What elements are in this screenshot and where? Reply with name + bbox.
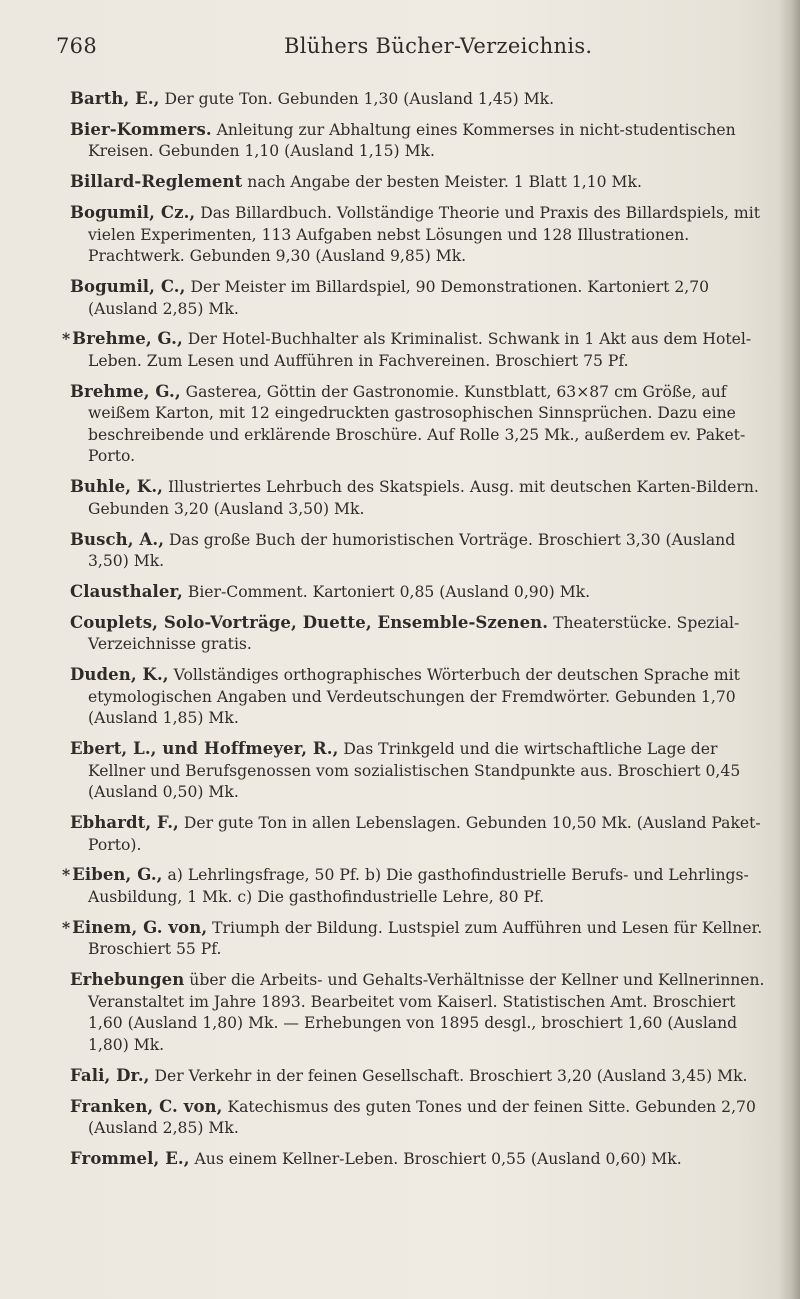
entry-description: Der gute Ton in allen Lebenslagen. Gebunden 10,50 Mk. (Ausland Paket-Porto). <box>88 814 761 854</box>
entry-heading: Einem, G. von, <box>72 917 208 937</box>
catalog-entry <box>70 529 770 573</box>
catalog-entry <box>70 1096 770 1140</box>
entry-description: Das Trinkgeld und die wirtschaftliche Lage der Kellner und Berufsgenossen vom sozialistischen Standpunkte aus. Broschiert 0,45 (Ausland 0,50) Mk. <box>88 740 741 802</box>
entry-description: Das Billardbuch. Vollständige Theorie und Praxis des Billardspiels, mit vielen Experimenten, 113 Aufgaben nebst Lösungen und 128 Illustrationen. Prachtwerk. Gebunden 9,30 (Ausland 9,85) Mk. <box>88 203 760 266</box>
catalog-entry <box>70 476 770 520</box>
entry-description: Vollständiges orthographisches Wörterbuch der deutschen Sprache mit etymologischen Angaben und Verdeutschungen der Fremdwörter. Gebunden 1,70 (Ausland 1,85) Mk. <box>88 666 740 728</box>
entry-description: Bier-Comment. Kartoniert 0,85 (Ausland 0,90) Mk. <box>187 582 591 601</box>
catalog-entry <box>70 664 770 730</box>
entry-description: Der Verkehr in der feinen Gesellschaft. Broschiert 3,20 (Ausland 3,45) Mk. <box>154 1066 748 1085</box>
entry-heading: Franken, C. von, <box>70 1096 223 1116</box>
entry-star-marker: * <box>62 329 71 349</box>
entry-heading: Buhle, K., <box>70 477 164 497</box>
entry-heading: Bogumil, C., <box>70 276 186 296</box>
catalog-entry <box>70 1148 770 1171</box>
catalog-entry <box>70 738 770 804</box>
entry-heading: Clausthaler, <box>70 581 183 601</box>
entry-heading: Ebhardt, F., <box>70 813 179 833</box>
page-header <box>56 34 756 64</box>
entry-description: Aus einem Kellner-Leben. Broschiert 0,55 (Ausland 0,60) Mk. <box>194 1149 682 1168</box>
entry-heading: Brehme, G., <box>70 381 181 401</box>
entry-heading: Barth, E., <box>70 89 160 108</box>
entry-star-marker: * <box>62 865 71 885</box>
entry-heading: Bier-Kommers. <box>70 119 212 139</box>
page-number: 768 <box>56 34 97 58</box>
catalog-entry <box>70 276 770 320</box>
catalog-entry <box>70 581 770 604</box>
entry-heading: Billard-Reglement <box>70 172 243 192</box>
catalog-entry <box>62 328 770 372</box>
entry-heading: Brehme, G., <box>72 329 183 349</box>
entry-description: Anleitung zur Abhaltung eines Kommerses in nicht-studentischen Kreisen. Gebunden 1,10 (Ausland 1,15) Mk. <box>88 120 736 161</box>
entry-heading: Bogumil, Cz., <box>70 202 196 222</box>
entry-heading: Duden, K., <box>70 665 169 685</box>
entry-description: nach Angabe der besten Meister. 1 Blatt 1,10 Mk. <box>247 173 642 192</box>
catalog-entry <box>70 969 770 1056</box>
entry-description: Das große Buch der humoristischen Vorträge. Broschiert 3,30 (Ausland 3,50) Mk. <box>88 530 736 571</box>
entry-heading: Fali, Dr., <box>70 1065 150 1085</box>
entry-description: Der Meister im Billardspiel, 90 Demonstrationen. Kartoniert 2,70 (Ausland 2,85) Mk. <box>88 277 710 318</box>
entry-description: über die Arbeits- und Gehalts-Verhältnisse der Kellner und Kellnerinnen. Veranstaltet im Jahre 1893. Bearbeitet vom Kaiserl. Statistischen Amt. Broschiert 1,60 (Ausland 1,80) Mk. — Erhebungen von 1895 desgl., broschiert 1,60 (Ausland 1,80) Mk. <box>88 971 765 1054</box>
catalog-entry <box>70 119 770 163</box>
entry-description: Gasterea, Göttin der Gastronomie. Kunstblatt, 63×87 cm Größe, auf weißem Karton, mit 12 eingedruckten gastrosophischen Sinnsprüchen. Dazu eine beschreibende und erklärende Broschüre. Auf Rolle 3,25 Mk., außerdem ev. Paket-Porto. <box>88 382 746 466</box>
entry-heading: Erhebungen <box>70 970 185 990</box>
catalog-entries <box>62 88 770 1179</box>
catalog-entry <box>70 202 770 268</box>
entry-heading: Busch, A., <box>70 529 165 549</box>
entry-heading: Frommel, E., <box>70 1148 190 1168</box>
entry-description: Der gute Ton. Gebunden 1,30 (Ausland 1,45) Mk. <box>164 90 555 108</box>
running-title: Blühers Bücher-Verzeichnis. <box>284 34 593 58</box>
catalog-entry <box>70 612 770 656</box>
entry-description: Illustriertes Lehrbuch des Skatspiels. Ausg. mit deutschen Karten-Bildern. Gebunden 3,20 (Ausland 3,50) Mk. <box>88 478 759 518</box>
catalog-entry <box>70 812 770 856</box>
entry-description: a) Lehrlingsfrage, 50 Pf. b) Die gasthofindustrielle Berufs- und Lehrlings-Ausbildung, 1 Mk. c) Die gasthofindustrielle Lehre, 80 Pf. <box>88 866 749 907</box>
catalog-entry <box>62 917 770 961</box>
entry-description: Katechismus des guten Tones und der feinen Sitte. Gebunden 2,70 (Ausland 2,85) Mk. <box>88 1097 756 1138</box>
catalog-entry <box>62 864 770 908</box>
entry-heading: Ebert, L., und Hoffmeyer, R., <box>70 739 339 759</box>
catalog-entry <box>70 88 770 111</box>
catalog-entry <box>70 171 770 194</box>
catalog-entry <box>70 1065 770 1088</box>
entry-heading: Eiben, G., <box>72 865 163 885</box>
page-edge-shadow <box>778 0 800 1299</box>
entry-description: Theaterstücke. Spezial-Verzeichnisse gratis. <box>88 613 740 654</box>
entry-description: Der Hotel-Buchhalter als Kriminalist. Schwank in 1 Akt aus dem Hotel-Leben. Zum Lesen und Aufführen in Fachvereinen. Broschiert 75 Pf. <box>88 330 752 370</box>
catalog-entry <box>70 381 770 468</box>
entry-description: Triumph der Bildung. Lustspiel zum Aufführen und Lesen für Kellner. Broschiert 55 Pf. <box>88 918 763 959</box>
entry-heading: Couplets, Solo-Vorträge, Duette, Ensemble-Szenen. <box>70 612 549 632</box>
entry-star-marker: * <box>62 917 71 937</box>
